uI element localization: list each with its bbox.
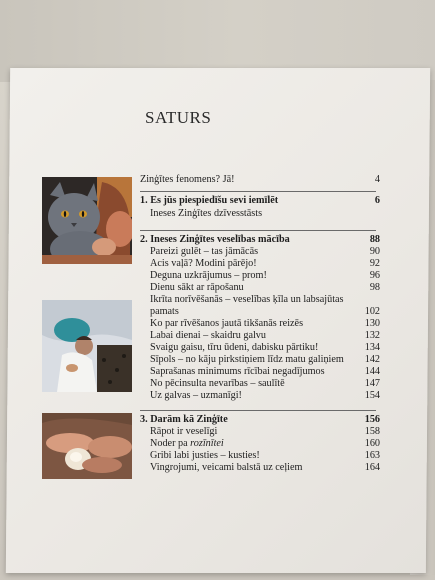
photo-cat-woman — [42, 177, 132, 264]
photo-snow-woman — [42, 300, 132, 392]
chapter-divider — [140, 230, 376, 231]
chapter-divider — [140, 410, 376, 411]
contents-heading: SATURS — [145, 108, 212, 127]
table-of-contents: Zinģītes fenomens? Jā! 4 1. Es jūs piespiedīšu sevi iemīlēt 6 Ineses Zinģītes dzīvesstāsts 2. Ineses Zinģītes veselības mācība 88 Pareizi gulēt – tas jāmācās 90 Acis vaļā? Modini pārējo! 92 Deguna uzkrājumus – prom! 96 Dienu sākt ar rāpošanu 98 Ikrīta norīvēšanās – veselības ķīla un labsajūtas pamats 102 Ko par rīvēšanos jautā tikšanās reizēs 130 Labai dienai – skaidru galvu 132 Svaigu gaisu, tīru ūdeni, dabisku pārtiku! 134 Sīpols – no kāju pirkstiņiem līdz matu galiņiem 142 Saprašanas minimums rīcībai negadījumos 144 No pēcinsulta nevarības – saulītē 147 Uz galvas – uzmanīgi! 154 3. Darām kā Zinģīte 156 Rāpot ir veselīgi 158 Noder pa rozīnītei 160 Gribi labi justies – kusties! 163 Vingrojumi, veicami balstā uz ceļiem 164 — [140, 174, 380, 473]
chapter-divider — [140, 191, 376, 192]
photo-hands-onion — [42, 413, 132, 479]
